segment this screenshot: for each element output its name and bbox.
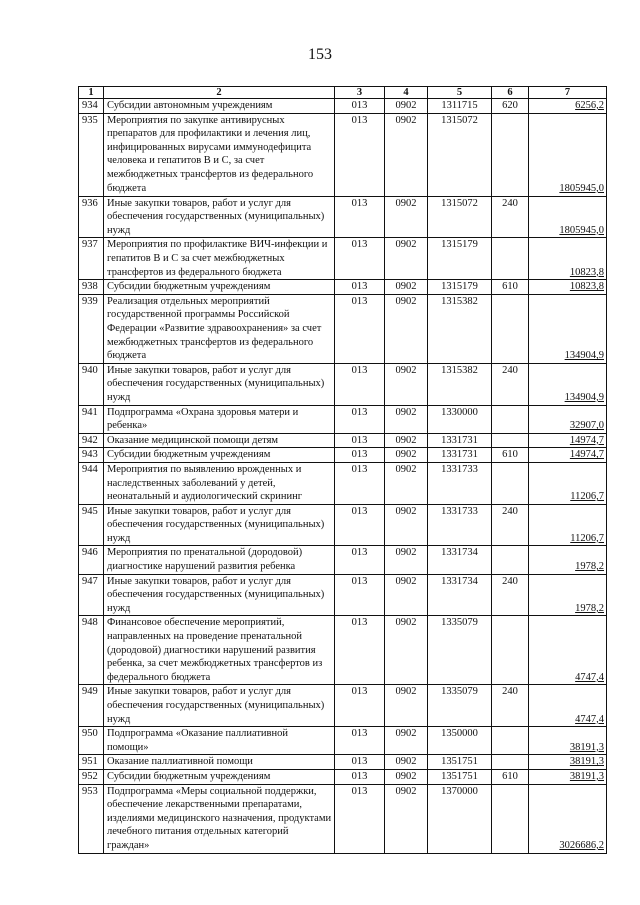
row-amount: 38191,3 — [529, 755, 607, 770]
column-header: 1 — [79, 87, 104, 99]
table-row — [79, 448, 607, 463]
table-row — [79, 99, 607, 114]
row-number: 937 — [79, 238, 104, 280]
row-ministry-code: 013 — [335, 448, 385, 463]
row-target-code: 1331733 — [428, 504, 492, 546]
row-name: Оказание медицинской помощи детям — [104, 433, 335, 448]
row-amount: 38191,3 — [529, 727, 607, 755]
row-section-code: 0902 — [385, 294, 428, 363]
row-ministry-code: 013 — [335, 433, 385, 448]
page-number: 153 — [308, 46, 332, 63]
row-amount: 11206,7 — [529, 462, 607, 504]
row-number: 936 — [79, 196, 104, 238]
row-name: Мероприятия по выявлению врожденных и наследственных заболеваний у детей, неонатальный и аудиологический скрининг — [104, 462, 335, 504]
row-name: Субсидии бюджетным учреждениям — [104, 448, 335, 463]
row-amount: 32907,0 — [529, 405, 607, 433]
row-target-code: 1335079 — [428, 616, 492, 685]
table-row — [79, 755, 607, 770]
row-expense-type — [492, 294, 529, 363]
row-ministry-code: 013 — [335, 363, 385, 405]
row-section-code: 0902 — [385, 546, 428, 574]
column-header: 4 — [385, 87, 428, 99]
table-row — [79, 433, 607, 448]
row-expense-type — [492, 546, 529, 574]
row-expense-type — [492, 616, 529, 685]
row-name: Мероприятия по профилактике ВИЧ-инфекции и гепатитов В и С за счет межбюджетных трансфертов из федерального бюджета — [104, 238, 335, 280]
table-row — [79, 280, 607, 295]
row-section-code: 0902 — [385, 770, 428, 785]
row-section-code: 0902 — [385, 196, 428, 238]
row-ministry-code: 013 — [335, 280, 385, 295]
row-ministry-code: 013 — [335, 113, 385, 196]
row-amount: 4747,4 — [529, 616, 607, 685]
row-target-code: 1315179 — [428, 280, 492, 295]
row-name: Оказание паллиативной помощи — [104, 755, 335, 770]
budget-table — [78, 86, 607, 854]
row-target-code: 1315382 — [428, 363, 492, 405]
row-expense-type — [492, 755, 529, 770]
row-target-code: 1311715 — [428, 99, 492, 114]
table-row — [79, 616, 607, 685]
row-expense-type — [492, 405, 529, 433]
row-number: 944 — [79, 462, 104, 504]
row-expense-type — [492, 784, 529, 853]
column-header: 3 — [335, 87, 385, 99]
column-header: 2 — [104, 87, 335, 99]
row-number: 941 — [79, 405, 104, 433]
row-amount: 11206,7 — [529, 504, 607, 546]
row-section-code: 0902 — [385, 462, 428, 504]
row-ministry-code: 013 — [335, 770, 385, 785]
row-name: Финансовое обеспечение мероприятий, направленных на проведение пренатальной (дородовой) диагностики нарушений развития ребенка, за счет межбюджетных трансфертов из федерального бюджета — [104, 616, 335, 685]
row-expense-type: 610 — [492, 448, 529, 463]
table-row — [79, 462, 607, 504]
row-section-code: 0902 — [385, 280, 428, 295]
row-target-code: 1335079 — [428, 685, 492, 727]
table-row — [79, 294, 607, 363]
row-expense-type: 240 — [492, 363, 529, 405]
row-amount: 134904,9 — [529, 363, 607, 405]
row-ministry-code: 013 — [335, 196, 385, 238]
row-ministry-code: 013 — [335, 616, 385, 685]
row-name: Субсидии бюджетным учреждениям — [104, 280, 335, 295]
row-target-code: 1370000 — [428, 784, 492, 853]
row-number: 950 — [79, 727, 104, 755]
row-ministry-code: 013 — [335, 405, 385, 433]
row-amount: 10823,8 — [529, 238, 607, 280]
row-number: 940 — [79, 363, 104, 405]
row-number: 952 — [79, 770, 104, 785]
row-target-code: 1351751 — [428, 770, 492, 785]
row-section-code: 0902 — [385, 363, 428, 405]
row-number: 951 — [79, 755, 104, 770]
table-row — [79, 196, 607, 238]
row-target-code: 1330000 — [428, 405, 492, 433]
row-ministry-code: 013 — [335, 784, 385, 853]
row-target-code: 1331733 — [428, 462, 492, 504]
row-ministry-code: 013 — [335, 546, 385, 574]
row-ministry-code: 013 — [335, 238, 385, 280]
row-amount: 134904,9 — [529, 294, 607, 363]
row-section-code: 0902 — [385, 616, 428, 685]
row-section-code: 0902 — [385, 238, 428, 280]
row-section-code: 0902 — [385, 685, 428, 727]
table-row — [79, 238, 607, 280]
row-amount: 1978,2 — [529, 546, 607, 574]
row-expense-type — [492, 727, 529, 755]
row-name: Субсидии бюджетным учреждениям — [104, 770, 335, 785]
row-amount: 1978,2 — [529, 574, 607, 616]
row-expense-type: 240 — [492, 196, 529, 238]
row-target-code: 1315072 — [428, 196, 492, 238]
table-row — [79, 727, 607, 755]
row-number: 948 — [79, 616, 104, 685]
table-row — [79, 113, 607, 196]
column-header: 5 — [428, 87, 492, 99]
row-expense-type — [492, 238, 529, 280]
table-row — [79, 405, 607, 433]
row-number: 949 — [79, 685, 104, 727]
row-amount: 1805945,0 — [529, 113, 607, 196]
row-ministry-code: 013 — [335, 504, 385, 546]
row-ministry-code: 013 — [335, 755, 385, 770]
row-expense-type — [492, 462, 529, 504]
row-ministry-code: 013 — [335, 727, 385, 755]
row-number: 946 — [79, 546, 104, 574]
row-name: Подпрограмма «Оказание паллиативной помощи» — [104, 727, 335, 755]
row-number: 942 — [79, 433, 104, 448]
row-number: 938 — [79, 280, 104, 295]
table-row — [79, 504, 607, 546]
column-header: 7 — [529, 87, 607, 99]
row-target-code: 1331731 — [428, 448, 492, 463]
table-row — [79, 363, 607, 405]
row-amount: 4747,4 — [529, 685, 607, 727]
row-target-code: 1315382 — [428, 294, 492, 363]
row-amount: 14974,7 — [529, 433, 607, 448]
row-section-code: 0902 — [385, 755, 428, 770]
row-target-code: 1351751 — [428, 755, 492, 770]
row-number: 947 — [79, 574, 104, 616]
row-target-code: 1331734 — [428, 574, 492, 616]
row-number: 943 — [79, 448, 104, 463]
row-ministry-code: 013 — [335, 99, 385, 114]
row-target-code: 1315179 — [428, 238, 492, 280]
row-name: Подпрограмма «Охрана здоровья матери и ребенка» — [104, 405, 335, 433]
row-section-code: 0902 — [385, 448, 428, 463]
row-name: Иные закупки товаров, работ и услуг для обеспечения государственных (муниципальных) нужд — [104, 685, 335, 727]
row-name: Иные закупки товаров, работ и услуг для обеспечения государственных (муниципальных) нужд — [104, 363, 335, 405]
table-row — [79, 784, 607, 853]
table-row — [79, 685, 607, 727]
row-name: Иные закупки товаров, работ и услуг для обеспечения государственных (муниципальных) нужд — [104, 504, 335, 546]
row-number: 935 — [79, 113, 104, 196]
row-amount: 6256,2 — [529, 99, 607, 114]
row-target-code: 1315072 — [428, 113, 492, 196]
row-name: Субсидии автономным учреждениям — [104, 99, 335, 114]
table-header-row — [79, 87, 607, 99]
row-section-code: 0902 — [385, 727, 428, 755]
row-section-code: 0902 — [385, 784, 428, 853]
table-row — [79, 770, 607, 785]
row-ministry-code: 013 — [335, 685, 385, 727]
row-section-code: 0902 — [385, 405, 428, 433]
row-section-code: 0902 — [385, 433, 428, 448]
row-expense-type: 240 — [492, 685, 529, 727]
row-ministry-code: 013 — [335, 462, 385, 504]
row-section-code: 0902 — [385, 504, 428, 546]
row-name: Реализация отдельных мероприятий государственной программы Российской Федерации «Развитие здравоохранения» за счет межбюджетных трансфертов из федерального бюджета — [104, 294, 335, 363]
row-expense-type: 240 — [492, 574, 529, 616]
row-ministry-code: 013 — [335, 294, 385, 363]
row-expense-type: 620 — [492, 99, 529, 114]
row-expense-type: 610 — [492, 280, 529, 295]
row-section-code: 0902 — [385, 113, 428, 196]
row-target-code: 1331734 — [428, 546, 492, 574]
row-amount: 14974,7 — [529, 448, 607, 463]
row-amount: 3026686,2 — [529, 784, 607, 853]
row-number: 953 — [79, 784, 104, 853]
row-section-code: 0902 — [385, 99, 428, 114]
row-expense-type — [492, 113, 529, 196]
table-row — [79, 574, 607, 616]
row-amount: 38191,3 — [529, 770, 607, 785]
row-name: Иные закупки товаров, работ и услуг для обеспечения государственных (муниципальных) нужд — [104, 196, 335, 238]
row-target-code: 1350000 — [428, 727, 492, 755]
row-target-code: 1331731 — [428, 433, 492, 448]
table-row — [79, 546, 607, 574]
row-number: 945 — [79, 504, 104, 546]
row-expense-type: 610 — [492, 770, 529, 785]
row-name: Подпрограмма «Меры социальной поддержки, обеспечение лекарственными препаратами, изделиями медицинского назначения, продуктами лечебного питания отдельных категорий граждан» — [104, 784, 335, 853]
row-section-code: 0902 — [385, 574, 428, 616]
column-header: 6 — [492, 87, 529, 99]
row-ministry-code: 013 — [335, 574, 385, 616]
row-amount: 1805945,0 — [529, 196, 607, 238]
row-name: Мероприятия по пренатальной (дородовой) диагностике нарушений развития ребенка — [104, 546, 335, 574]
row-expense-type — [492, 433, 529, 448]
row-name: Мероприятия по закупке антивирусных препаратов для профилактики и лечения лиц, инфицированных вирусами иммунодефицита человека и гепатитов В и С, за счет межбюджетных трансфертов из федерального бюджета — [104, 113, 335, 196]
row-number: 934 — [79, 99, 104, 114]
row-expense-type: 240 — [492, 504, 529, 546]
row-amount: 10823,8 — [529, 280, 607, 295]
row-number: 939 — [79, 294, 104, 363]
row-name: Иные закупки товаров, работ и услуг для обеспечения государственных (муниципальных) нужд — [104, 574, 335, 616]
